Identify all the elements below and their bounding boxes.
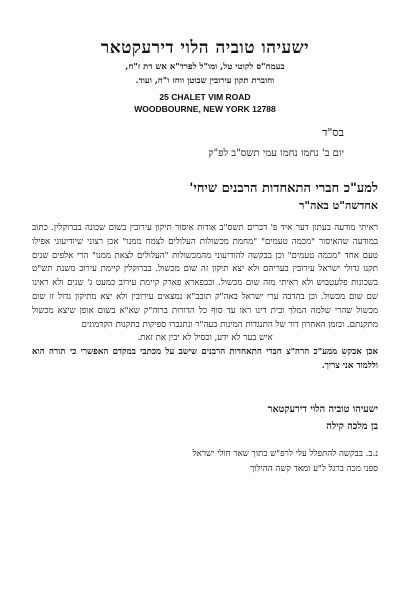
letterhead-name: ישעיהו טוביה הלוי דירעקטאר — [100, 38, 310, 58]
signature-mother-name: בן מלכה קילה — [326, 421, 378, 432]
letterhead — [40, 38, 370, 114]
postscript-line-2: ספני מכה ברגל ל"ע ומאד קשה ההילוך — [250, 464, 378, 474]
letterhead-line-2: וחוברת תקון עירובין שבוטן ווחז ו"ח, ועוד. — [135, 76, 275, 86]
body-closing: אכן אבקש ממע"כ הרה"צ חברי התאחדות הרבנים שישב על מכתבי במקדם האפשרי כי תורה הוא וללמוד אני צריך. — [32, 347, 378, 371]
body-paragraph: ראיתי מודעה בעתון דער איד פ' דברים תשס"ב אודות איסור תיקון עירובין בשום שכונה בברוקלין. כתוב במודעה שהאיסור "מכמה טעמים" "מחמת מכשולות העלולים לצמח ממנו" אכן רצוני שיודיעוני אפילו טעם אחד "מכמה טעמים" וכן בבקשה להודיעוני מהמכשולות "העלולים לצאת ממנו" הרי אלפים שנים תקנו גדולי ישראל עירובין בעריהם ולא יצא תיקון זה שום מכשול. בברוקלין קיימת עירוב משנת תש"ט בשכונות פלעטבוש ולא ראיתי מזה שום מכשול. וכבפארא פארק קיימת עירוב כמעט ג' שנים ולא ראינו שם שום מכשול. וכן בהדבה ערי ישראל באה"ק תובב"א נמצאים עירובין ולא יצא מתיקון גדול זו שום מכשול שהרי שלמה המלך ובית דינו ראו עד סוף כל הדורות ברוה"ק שא"א בשום אופן שיצא מכשול מתקנתם. ובזמן האחרון דור של התנגדות המינות בעה"ר ונתגברו ספיקות בתקנות הקדמונים — [32, 223, 378, 330]
body-verse: איש בער לא ידע, וכסיל לא יבין את זאת. — [137, 333, 273, 344]
greeting-salutation: אחדשה"ט באה"ר — [298, 199, 378, 212]
letterhead-address-street: 25 CHALET VIM ROAD — [159, 92, 251, 102]
letterhead-line-1: בעמח"ס לקוטי טל, ומו"ל לפרד"א אש דת ז"ח, — [125, 62, 285, 72]
letter-date: יום ב' נחמו נחמו עמי תשס"ב לפ"ק — [208, 148, 344, 159]
letterhead-address-city: WOODBOURNE, NEW YORK 12788 — [134, 104, 276, 114]
bsd-heading: בס"ד — [322, 126, 344, 139]
greeting-recipient: למע"כ חברי התאחדות הרבנים שיחי' — [189, 181, 378, 196]
signature-name: ישעיהו טוביה הלוי דירעקטאר — [267, 404, 378, 415]
letter-body — [32, 222, 378, 374]
postscript-line-1: נ.ב. בבקשה להתפלל עלי לרפ"ש בתוך שאר חולי ישראל — [192, 449, 378, 459]
